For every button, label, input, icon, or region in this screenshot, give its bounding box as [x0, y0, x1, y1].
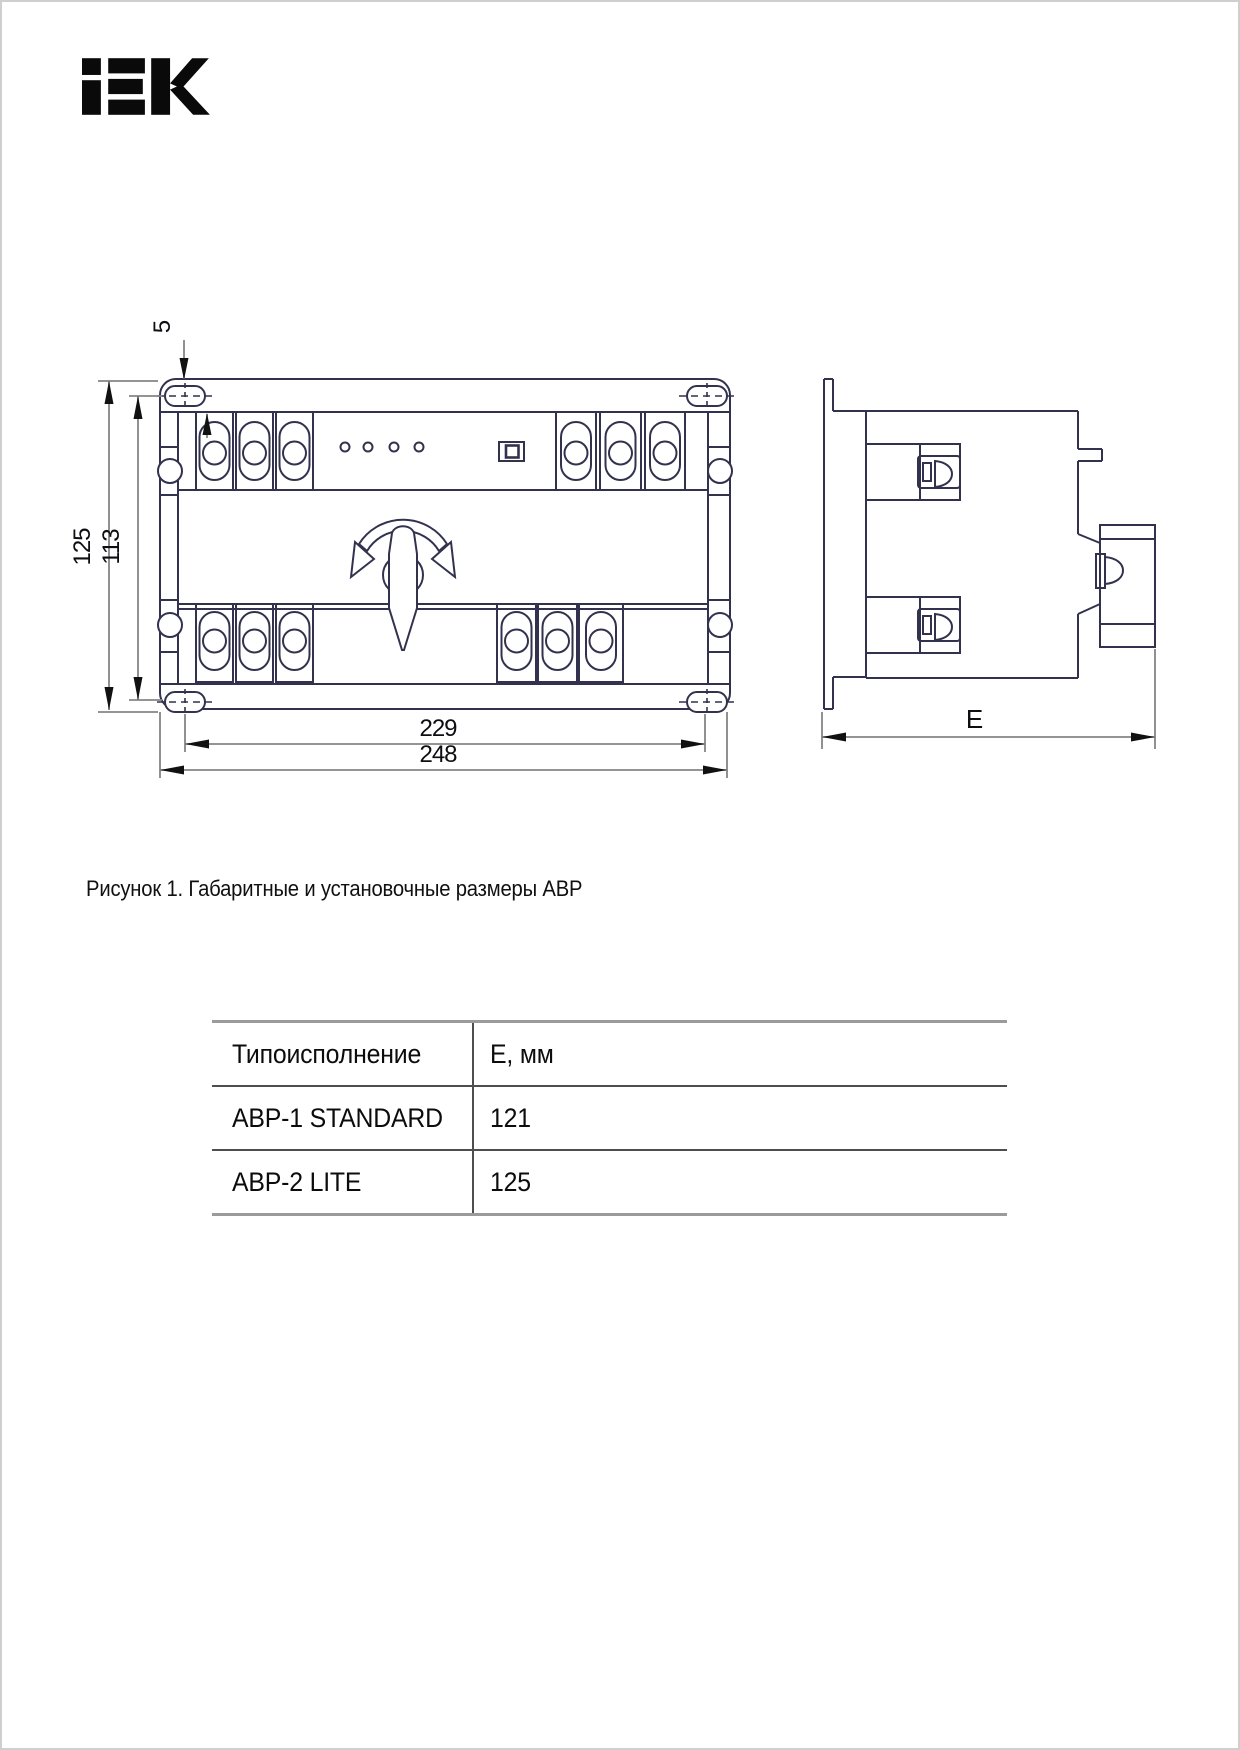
table-header-e: [472, 1023, 1007, 1085]
table-cell-type: [212, 1103, 472, 1134]
table-cell-e: [472, 1151, 1007, 1213]
handle-pointer: [389, 526, 417, 650]
dimension-label-5: 5: [149, 320, 176, 334]
front-view: [157, 379, 735, 715]
table-header-e-label: Е, мм: [490, 1038, 554, 1069]
table-row: [212, 1151, 1007, 1213]
dimension-113: [98, 396, 162, 700]
dimension-label-113: 113: [98, 529, 125, 565]
dimension-label-248: 248: [419, 741, 457, 768]
table-cell-e-value: 121: [490, 1102, 531, 1133]
table-header-row: [212, 1023, 1007, 1087]
side-body: [833, 411, 1078, 678]
table-cell-type: [212, 1167, 472, 1198]
table-cell-e: [472, 1087, 1007, 1149]
din-flange: [824, 379, 866, 709]
terminal-block-top-right: [556, 412, 685, 490]
table-cell-type-value: АВР-1 STANDARD: [232, 1102, 443, 1133]
table-cell-e-value: 125: [490, 1166, 531, 1197]
table-header-type-label: Типоисполнение: [232, 1038, 422, 1069]
table-row: [212, 1087, 1007, 1151]
table-header-type: [212, 1039, 472, 1070]
side-terminal-bottom: [866, 597, 960, 653]
test-switch: [499, 442, 524, 461]
terminal-block-bottom-right: [497, 604, 623, 682]
dimension-label-229: 229: [419, 715, 457, 742]
side-right-profile: [1078, 411, 1102, 678]
dimension-E: [822, 649, 1155, 749]
indicator-leds: [341, 443, 424, 452]
figure-caption-text: Рисунок 1. Габаритные и установочные размеры АВР: [86, 876, 583, 901]
dimension-label-125: 125: [69, 528, 96, 566]
terminal-block-top-left: [196, 412, 313, 490]
rotary-handle: [351, 520, 455, 650]
terminal-block-bottom-left: [196, 604, 313, 682]
dimension-label-E: E: [965, 704, 983, 734]
handle-protrusion: [1096, 525, 1155, 647]
figure-caption: [86, 876, 626, 902]
table-cell-type-value: АВР-2 LITE: [232, 1166, 362, 1197]
side-view: [824, 379, 1155, 709]
spec-table: [212, 1020, 1007, 1216]
side-terminal-top: [866, 444, 960, 500]
